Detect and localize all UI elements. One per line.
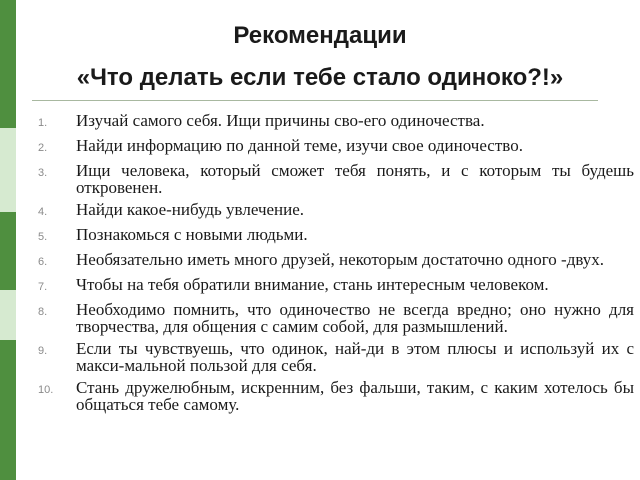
list-item-8: [38, 301, 634, 335]
list-item-4: [38, 201, 634, 221]
list-item-number: 8.: [38, 306, 48, 318]
list-item-text: Стань дружелюбным, искренним, без фальши, таким, с каким хотелось бы общаться тебе самому.: [76, 378, 634, 414]
decorative-side-bar: [0, 0, 16, 480]
list-item-number: 1.: [38, 117, 48, 129]
list-item-text: Чтобы на тебя обратили внимание, стань интересным человеком.: [76, 275, 549, 294]
list-item-text: Ищи человека, который сможет тебя понять, и с которым ты будешь откровенен.: [76, 161, 634, 197]
list-item-text: Найди информацию по данной теме, изучи свое одиночество.: [76, 136, 523, 155]
list-item-number: 5.: [38, 231, 48, 243]
list-item-10: [38, 379, 634, 413]
list-item-3: [38, 162, 634, 196]
list-item-number: 4.: [38, 206, 48, 218]
list-item-text: Если ты чувствуешь, что одинок, най-ди в этом плюсы и используй их с макси-мальной пользой для себя.: [76, 339, 634, 375]
list-item-number: 7.: [38, 281, 48, 293]
title-divider: [32, 100, 598, 101]
list-item-number: 3.: [38, 167, 48, 179]
list-item-text: Необходимо помнить, что одиночество не всегда вредно; оно нужно для творчества, для общения с самим собой, для размышлений.: [76, 300, 634, 336]
list-item-number: 9.: [38, 345, 48, 357]
list-item-9: [38, 340, 634, 374]
list-item-7: [38, 276, 634, 296]
list-item-5: [38, 226, 634, 246]
list-item-number: 6.: [38, 256, 48, 268]
list-item-text: Изучай самого себя. Ищи причины сво-его одиночества.: [76, 111, 485, 130]
list-item-text: Найди какое-нибудь увлечение.: [76, 200, 305, 219]
list-item-6: [38, 251, 634, 271]
slide-subtitle: «Что делать если тебе стало одиноко?!»: [76, 64, 564, 91]
list-item-1: [38, 112, 634, 132]
list-item-text: Необязательно иметь много друзей, некоторым достаточно одного -двух.: [76, 250, 605, 269]
list-item-2: [38, 137, 634, 157]
slide-title: Рекомендации: [233, 22, 407, 49]
list-item-text: Познакомься с новыми людьми.: [76, 225, 308, 244]
recommendations-list: [38, 112, 634, 418]
list-item-number: 2.: [38, 142, 48, 154]
list-item-number: 10.: [38, 384, 54, 396]
